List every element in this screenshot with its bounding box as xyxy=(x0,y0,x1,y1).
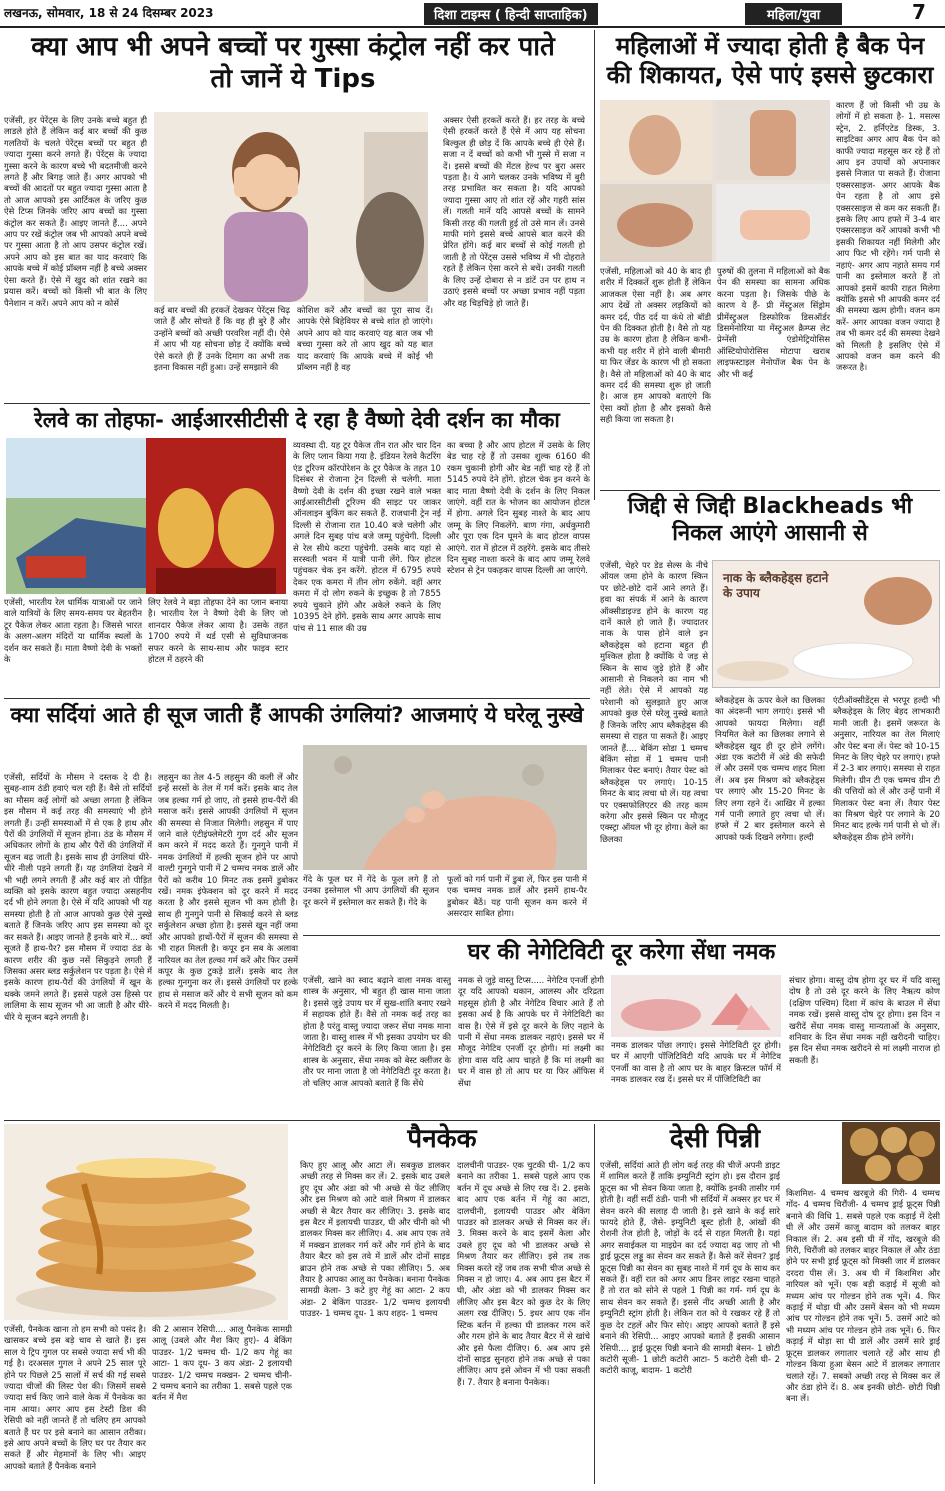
article-blackheads-col2: ब्लैकहेड्स के ऊपर केले का छिलका का अंदरूनी भाग लगाएं। इससे भी आपको फायदा मिलेगा। वहीं नियमित केले का छिलका लगाने से ब्लैकहेड्स खुद ही दूर होने लगेंगे। अंडा एक कटोरी में अंडे की सफेदी लें और उसमें एक चम्मच शहद मिला लें। अब इस मिश्रण को ब्लैकहेड्स पर लगाएं और 15-20 मिनट के लिए लगा रहने दें। आखिर में हल्का गर्म पानी लगाते हुए त्वचा धो लें। हफ्ते में 2 बार इस्तेमाल करने से आपको फर्क दिखने लगेगा। हल्दी xyxy=(715,695,825,842)
article-backpain-title: महिलाओं में ज्यादा होती है बैक पेन की शिकायत, ऐसे पाएं इससे छुटकारा xyxy=(606,32,934,90)
article-fingers-col3: गेंदे के फूल घर में गेंदे के फूल लगे हैं तो उनका इस्तेमाल भी आप उंगलियों की सूजन दूर करने में इस्तेमाल कर सकते हैं। गेंदे के xyxy=(303,874,439,907)
section-name: महिला/युवा xyxy=(745,3,842,25)
rocksalt-photo-illustration xyxy=(611,975,781,1037)
column-divider xyxy=(594,1124,595,1484)
dateline: लखनऊ, सोमवार, 18 से 24 दिसम्बर 2023 xyxy=(4,6,214,20)
backpain-photo-illustration xyxy=(600,100,830,262)
article-pancake-col1: एजेंसी, पैनकेक खाना तो हम सभी को पसंद है। खासकर बच्चे इस बड़े चाव से खाते हैं। इस साल ये ट्रिप गुगल पर सबसे ज्यादा सर्च भी की गई है। दरअसल गुगल ने अपने 25 साल पूरे होने पर पिछले 25 सालों में सर्च की गई सबसे ज्यादा चीजों की लिस्ट पेश की। जिसमें सबसे ज्यादा सर्च किए जाने वाले केक में पैनकेक का नाम आया। अगर आप इस टेस्टी डिश की रेसिपी को नहीं जानते हैं तो चलिए हम आपको बताते हैं घर पर इसे बनाने का आसान तरीका। इसे आप अपने बच्चों के लिए घर पर तैयार कर सकते हैं और मेहमानों के लिए भी। आइए आपको बताते हैं पैनकेक बनाने xyxy=(4,1324,146,1471)
article-irctc-col2: लिए रेलवे ने बड़ा तोहफा देने का प्लान बनाया है। भारतीय रेल ने वैष्णो देवी के लिए जो शानदार पैकेज लेकर आया है। उसके तहत 1700 रुपये में थर्ड एसी से सुविधाजनक सफर करने के साथ-साथ और फाइव स्टार होटल में ठहरने की xyxy=(148,597,288,665)
article-irctc-title: रेलवे का तोहफा- आईआरसीटीसी दे रहा है वैष्णो देवी दर्शन का मौका xyxy=(34,408,560,432)
train-temple-photo xyxy=(6,438,286,594)
article-irctc-col3: व्यवस्था दी. यह टूर पैकेज तीन रात और चार दिन के लिए प्लान किया गया है. इंडियन रेलवे कैटरिंग एंड टूरिज्म कॉरपोरेशन के टूर पैकेज के तहत 10 दिसंबर से रोजाना ट्रेन दिल्ली से चलेगी. माता वैष्णो देवी के दर्शन की इच्छा रखने वाले भक्त आईआरसीटीसी टूरिज्म की साइट पर जाकर ऑनलाइन बुकिंग कर सकते हैं. राजधानी ट्रेन नई दिल्ली से रोजाना रात 10.40 बजे चलेगी और अगले दिन सुबह पांच बजे जम्मू पहुंचेगी. दिल्ली से रेल सीधे कटरा पहुंचेगी. उसके बाद यहां से सरस्वती भवन में यात्री पानी लेंगे. फिर होटल पहुंचकर चेक इन करेंगे. होटल में 6795 रुपये देकर एक कमरा में तीन लोग रुकेंगे. वहीं अगर कमरा में दो लोग रुकने के इच्छुक है तो 7855 रुपये चुकाने होंगे और अकेले रुकने के लिए 10395 देने होंगे. इसके साथ अगर आपके साथ पांच से 11 साल की उम्र xyxy=(293,440,441,633)
article-fingers-col1: एजेंसी, सर्दियों के मौसम ने दस्तक दे दी है। सुबह-शाम ठंडी हवाएं चल रही हैं। वैसे तो सर्दियों का मौसम कई लोगों को अच्छा लगता है लेकिन इस मौसम में कई तरह की समस्याएं भी होने लगती हैं। उन्हीं समस्याओं में से एक है हाथ और पैरों की उंगलियों में सूजन होना। ठंड के मौसम में अधिकतर लोगों के हाथ और पैरों की उंगलियों में सूजन बढ़ जाती है। इसके साथ ही उंगलियां धीरे-धीरे नीली पड़ने लगती हैं। यह उंगलियां देखने में भी भद्दी लगने लगती हैं और कई बार तो पीड़ित व्यक्ति को इसके कारण बहुत ज्यादा असहनीय दर्द भी होने लगता है। ऐसे में यदि आपको भी यह समस्या होती है तो आज आपको कुछ ऐसे नुस्खे बताते हैं जिनके जरिए आप इस समस्या को दूर कर सकते हैं। आइए जानते हैं इनके बारे में... क्यों सूजते हैं हाथ-पैर? इस मौसम में ज्यादा ठंड के कारण शरीर की कुछ नसें सिकुड़ने लगती हैं जिसका असर ब्लड सर्कुलेशन पर पड़ता है। ऐसे में इसके कारण हाथ-पैरों की उंगलियों में खून के थक्के जमने लगते हैं। इससे पहले उस हिस्से पर लालिमा के साथ सूजन भी आ जाती है और धीरे-धीरे ये सूजन बढ़ने लगती है। xyxy=(4,772,152,1022)
article-blackheads-col1: एजेंसी, चेहरे पर डेड सेल्स के नीचे ऑयल जमा होने के कारण स्किन पर छोटे-छोटे दानें आने लगते हैं। हवा का संपर्क में आने के कारण ऑक्सीडाइज्ड होने के कारण यह दानें काले हो जाते हैं। ज्यादातर नाक के पास होने वाले इन ब्लैकहेड्स को हटाना बहुत ही मुश्किल होता है क्योंकि ये जड़ से स्किन के साथ जुड़े होते हैं और आसानी से निकलने का नाम भी नहीं लेते। ऐसे में आपको यह परेशानी को सुलझाते हुए आज आपको कुछ ऐसे घरेलू नुस्खे बताते हैं जिनके जरिए आप ब्लैकहेड्स की समस्या से राहत पा सकते हैं। आइए जानते हैं.... बेकिंग सोडा 1 चम्मच बेकिंग सोडा में 1 चम्मच पानी मिलाकर पेस्ट बनाएं। तैयार पेस्ट को ब्लैकहेड्स पर लगाएं। 10-15 मिनट के बाद त्वचा धो लें। यह त्वचा पर एक्सफोलिएटर की तरह काम करेगा और इससे स्किन पर मौजूद एक्स्ट्रा ऑयल भी दूर होगा। केले का छिलका xyxy=(600,560,708,844)
article-rocksalt-col1: एजेंसी, खाने का स्वाद बढ़ाने वाला नमक वास्तु शास्त्र के अनुसार, भी बहुत ही खास माना जाता है। इससे जुड़े उपाय घर में सुख-शांति बनाए रखने में सहायक होते हैं। वैसे तो नमक कई तरह का होता है परंतु वास्तु ज्यादा जरूर सेंधा नमक माना जाता है। वास्तु शास्त्र में भी इसका उपयोग घर की नेगेटिविटी दूर करने के लिए किया जाता है। इस शास्त्र के अनुसार, सेंधा नमक को बेस्ट क्लींजर के तौर पर माना जाता है जो नेगेटिविटी दूर करता है। तो चलिए आज आपको बताते हैं कि सेंधे xyxy=(303,975,451,1088)
column-divider xyxy=(594,30,595,500)
section-rule xyxy=(600,490,940,491)
pinni-photo-illustration xyxy=(842,1122,940,1184)
article-pinni-col2: किशमिश- 4 चम्मच खरबूजे की गिरी- 4 चम्मच गोंद- 4 चम्मच चिरौंजी- 4 चम्मच ड्राई फ्रूट्स पिन्नी बनाने की विधि 1. सबसे पहले एक कड़ाई में देसी घी लें और उसमें काजू बादाम को तलकर बाहर निकाल लें। 2. अब इसी घी में गोंद, खरबूजे की गिरी, चिरौंजी को तलकर बाहर निकाल लें और ठंडा होने पर सभी ड्राई फ्रूट्स को मिक्सी जार में डालकर दरदरा पीस लें। 3. अब घी में किशमिश और नारियल को भूनें। एक बड़ी कड़ाई में सूजी को मध्यम आंच पर गोल्डन होने तक भूनें। 4. फिर कड़ाई में थोड़ा घी और उसमें बेसन को भी मध्यम आंच पर गोल्डन होने तक भूनें। 5. उसमें आटे को भी मध्यम आंच पर गोल्डन होने तक भूनें। 6. फिर कड़ाई में थोड़ा सा घी डालें और उसमें सारे ड्राई फ्रूट्स डालकर लगातार चलाते रहें और साथ ही गोल्डन किया हुआ बेसन आटे में डालकर लगातार चलाते रहें। 7. सबको अच्छी तरह से मिक्स कर लें और ठंडा होने दें। 8. अब इनकी छोटी- छोटी पिन्नी बना लें। xyxy=(786,1188,940,1404)
article-pancake-title: पैनकेक xyxy=(407,1124,477,1154)
article-kids-anger-col1: एजेंसी, हर पेरेंट्स के लिए उनके बच्चे बहुत ही लाडले होते हैं लेकिन कई बार बच्चों की कुछ गलतियों के चलते पेरेंट्स बच्चों पर बहुत ही ज्यादा गुस्सा करने लगते हैं। पेरेंट्स के ज्यादा गुस्सा करने के कारण बच्चे भी बदतमीजी करने लगते हैं और बिगड़ जाते हैं। अगर आपको भी बच्चों की आदतों पर बहुत ज्यादा गुस्सा आता है तो आज आपको इस आर्टिकल के जरिए कुछ ऐसे टिप्स जिनके जरिए आप बच्चों का गुस्सा कंट्रोल कर सकते हैं। आइए जानते हैं.... अपने आप पर रखें कंट्रोल जब भी आपको अपने बच्चे पर गुस्सा आता है तो आप उसपर कंट्रोल रखें। अपने आप को इस बात का याद करवाएं कि आपके बच्चे में कोई प्रॉब्लम नहीं है बच्चे अक्सर ऐसा करते हैं। ऐसे में खुद को शांत रखने का प्रयास करें। बच्चों को किसी भी बात के लिए पैनेशान न करें। अपने आप को न कोसें xyxy=(4,115,147,308)
article-rocksalt-col3: नमक डालकर पोंछा लगाएं। इससे नेगेटिविटी दूर होगी। घर में आएगी पॉजिटिविटी यदि आपके घर में नेगेटिव एनर्जी का वास है तो आप घर के बाहर क्रिस्टल फॉर्म में नमक डालकर रख दें। इससे घर में पॉजिटिविटी का xyxy=(611,1040,781,1085)
article-rocksalt-title: घर की नेगेटिविटी दूर करेगा सेंधा नमक xyxy=(467,940,776,965)
pancake-photo-illustration xyxy=(4,1124,288,1320)
article-pancake-col4: दालचीनी पाउडर- एक चुटकी घी- 1/2 कप बनाने का तरीका 1. सबसे पहले आप एक बर्तन में दूध अच्छे से लिए रख दें। 2. इसके बाद आप एक बर्तन में गेहूं का आटा, दालचीनी, इलायची पाउडर और बेकिंग पाउडर को डालकर अच्छे से मिक्स कर लें। 3. मिक्स करने के बाद इसमें केला और उबले हुए दूध को भी डालकर अच्छे से मिश्रण तैयार कर लीजिए। इसे तब तक मिक्स करते रहें जब तक सभी चीज अच्छे से मिक्स न हो जाए। 4. अब आप इस बैटर में घी, और अंडा को भी डालकर मिक्स कर लीजिए और इस बैटर को कुछ देर के लिए अलग रख दीजिए। 5. इधर आप एक नॉन स्टिक बर्तन में हल्का घी डालकर गरम करें और गरम होने के बाद तैयार बैटर में से खांचे और इसे फैला दीजिए। 6. अब आप इसे दोनों साइड सुनहरा होने तक अच्छे से पका लीजिए। आप इसे ओवन में भी पका सकती हैं। 7. तैयार है बनाना पैनकेक। xyxy=(457,1160,590,1387)
blackheads-image-label: नाक के ब्लैकहेड्स हटाने के उपाय xyxy=(723,571,829,600)
article-rocksalt-col2: नमक से जुड़े वास्तु टिप्स..... नेगेटिव एनर्जी होगी दूर यदि आपको थकान, आलस्य और दरिद्रता महसूस होती है और नेगेटिव विचार आते हैं तो इसका अर्थ है कि आपके घर में नेगेटिविटी का वास है। ऐसे में इसे दूर करने के लिए नहाने के पानी में सेंधा नमक डालकर नहाएं। इससे घर में मौजूद नेगेटिव एनर्जी दूर होगी। मां लक्ष्मी का होगा वास यदि आप चाहते हैं कि मां लक्ष्मी का घर में वास हो तो आप घर या फिर ऑफिस में सेंधा xyxy=(458,975,604,1088)
article-fingers-title: क्या सर्दियां आते ही सूज जाती हैं आपकी उंगलियां? आजमाएं ये घरेलू नुस्खे xyxy=(10,703,584,727)
child-photo xyxy=(154,112,428,302)
foot-photo-illustration xyxy=(303,745,587,870)
child-photo-illustration xyxy=(154,112,428,302)
blackheads-photo xyxy=(712,560,940,688)
article-blackheads-title: जिद्दी से जिद्दी Blackheads भी निकल आएंगे आसानी से xyxy=(627,494,913,546)
section-rule xyxy=(303,935,940,936)
article-backpain-col1: एजेंसी, महिलाओं को 40 के बाद ही शरीर में दिक्कतें शुरू होती हैं लेकिन आजकल ऐसा नहीं है। अब अगर आप देखें तो अक्सर लड़कियों को कमर दर्द, पीठ दर्द या कंधे तो बॉडी पेन की दिक्कत होती है। वैसे तो यह उम्र के कारण होता है लेकिन कभी-कभी यह शरीर में होने वाली बीमारी या फिर जेंडर के कारण भी हो सकता है। वैसे तो महिलाओं को 40 के बाद कमर दर्द की समस्या शुरू हो जाती है। आज हम आपको बताएंगे कि ऐसा क्यों होता है और इसको कैसे सही किया जा सकता है। xyxy=(600,266,711,425)
article-pancake-col2: की 2 आसान रेसिपी.... आलू पैनकेक सामग्री आलू (उबले और मैश किए हुए)- 4 बेकिंग पाउडर- 1/2 चम्मच घी- 1/2 कप गेहूं का आटा- 1 कप दूध- 3 कप अंडा- 2 इलायची पाउडर- 1/2 चम्मच मक्खन- 2 चम्मच चीनी- 2 चम्मच बनाने का तरीका 1. सबसे पहले एक बर्तन में मैश xyxy=(152,1324,292,1403)
page-number: 7 xyxy=(912,0,926,24)
masthead-bar xyxy=(0,0,945,28)
article-pancake-col3: किए हुए आलू और आटा लें। सबकुछ डालकर अच्छी तरह से मिक्स कर लें। 2. इसके बाद उबले हुए दूध और अंडा को भी अच्छे से फेंट लीजिए और इस मिश्रण को आटे वाले मिश्रण में डालकर अच्छी से बैटर तैयार कर लीजिए। 3. इसके बाद इस बैटर में इलायची पाउडर, घी और चीनी को भी डालकर मिक्स कर लीजिए। 4. अब आप एक तवे में मक्खन डालकर गर्म करें और गर्म होने के बाद तैयार बैटर को इस तवे में डालें और दोनों साइड ब्राउन होने तक अच्छे से पका लीजिए। 5. अब तैयार है आपका आलू का पैनकेक। बनाना पैनकेक सामग्री केला- 3 कटे हुए गेहूं का आटा- 2 कप अंडा- 2 बेकिंग पाउडर- 1/2 चम्मच इलायची पाउडर- 1 चम्मच दूध- 1 कप शहद- 1 चम्मच xyxy=(300,1160,450,1319)
paper-name: दिशा टाइम्स ( हिन्दी साप्ताहिक) xyxy=(424,3,598,25)
article-fingers-col4: फूलों को गर्म पानी में डुबा लें, फिर इस पानी में एक चम्मच नमक डालें और इसमें हाथ-पैर डुबोकर बैठें। यह पानी सूजन कम करने में असरदार साबित होगा। xyxy=(447,874,587,919)
pinni-photo xyxy=(842,1122,940,1184)
section-rule xyxy=(4,698,590,699)
section-rule xyxy=(4,1120,940,1121)
article-kids-anger-title: क्या आप भी अपने बच्चों पर गुस्सा कंट्रोल नहीं कर पाते तो जानें ये Tips xyxy=(31,32,555,94)
train-temple-illustration xyxy=(6,438,286,594)
article-rocksalt-col4: संचार होगा। वास्तु दोष होगा दूर घर में यदि वास्तु दोष है तो उसे दूर करने के लिए नैऋत्य कोण (दक्षिण पश्चिम) दिशा में कांच के बाउल में सेंधा नमक रखें। इससे वास्तु दोष दूर होगा। इस दिन न खरीदें सेंधा नमक वास्तु मान्यताओं के अनुसार, शनिवार के दिन सेंधा नमक नहीं खरीदनी चाहिए। इस दिन सेंधा नमक खरीदने से मां लक्ष्मी नाराज हो सकती हैं। xyxy=(789,975,940,1065)
article-backpain-col3: कारण हैं जो किसी भी उम्र के लोगों में हो सकता है- 1. मसल्स स्ट्रेन, 2. हर्निएटेड डिस्क, 3. साइटिका अगर आप बैक पेन को काफी ज्यादा महसूस कर रहे हैं तो आप इन उपायों को अपनाकर इससे निजात पा सकते हैं। रोजाना एक्सरसाइज- अगर आपके बैक पेन रहता है तो आप इसे एक्सरसाइज से कम कर सकती हैं। इसके लिए आप हफ्ते में 3-4 बार एक्सरसाइज करें आपको कभी भी इसकी शिकायत नहीं मिलेगी और आप फिट भी रहेंगे। गर्म पानी से नहाएं- अगर आप नहाते समय गर्म पानी का इस्तेमाल करते हैं तो आपको इसमें काफी राहत मिलेगा क्योंकि इससे भी आपकी कमर दर्द की समस्या खत्म होगी। वजन कम करें- अगर आपका वजन ज्यादा है तब भी कमर दर्द की समस्या देखने को मिलती है इसलिए ऐसे में आपको वजन कम करने की जरूरत है। xyxy=(836,100,940,373)
backpain-photo xyxy=(600,100,830,262)
article-irctc-col4: का बच्चा है और आप होटल में उसके के लिए बेड चाह रहे हैं तो उसका शुल्क 6160 की रकम चुकानी होगी और बेड नहीं चाह रहे हैं तो 5145 रुपये देने होंगे. होटल चेक इन करने के बाद माता वैष्णो देवी के दर्शन के लिए निकल जाएंगे. वहीं रात के भोजन का आयोजन होटल में होगा. अगले दिन सुबह नाश्ते के बाद आप जम्मू के लिए निकलेंगे. बाण गंगा, अर्धकुमारी और पूरा एक दिन घूमने के बाद होटल वापस आएंगे. रात में होटल में ठहरेंगे. इसके बाद तीसरे दिन सुबह नाश्ता करने के बाद आप जम्मू रेलवे स्टेशन से ट्रेन पकड़कर वापस दिल्ली आ जाएंगे. xyxy=(447,440,590,576)
article-irctc-col1: एजेंसी, भारतीय रेल धार्मिक यात्राओं पर जाने वाले यात्रियों के लिए समय-समय पर बेहतरीन टूर पैकेज लेकर आता रहता है। जिससे भारत के अलग-अलग मंदिरों या धार्मिक स्थलों के दर्शन कर सकते हैं। माता वैष्णो देवी के भक्तों के xyxy=(4,597,142,665)
article-blackheads-col3: एंटीऑक्सीडेंट्स से भरपूर हल्दी भी ब्लैकहेड्स के लिए बेहद लाभकारी मानी जाती है। इसमें जरूरत के अनुसार, नारियल का तेल मिलाएं और पेस्ट बना लें। पेस्ट को 10-15 मिनट के लिए चेहरे पर लगाएं। हफ्ते में 2-3 बार लगाएं। समस्या से राहत मिलेगी। ग्रीन टी एक चम्मच ग्रीन टी की पत्तियों को लें और उन्हें पानी में मिलाकर पेस्ट बना लें। तैयार पेस्ट का मिश्रण चेहरे पर लगाने के 20 मिनट बाद हल्के गर्म पानी से धो लें। ब्लैकहेड्स ठीक होने लगेंगे। xyxy=(833,695,940,842)
rocksalt-photo xyxy=(611,975,781,1037)
article-backpain-col2: पुरुषों की तुलना में महिलाओं को बैक पेन की समस्या का सामना अधिक करना पड़ता है। जिसके पीछे के कारण ये हैं- प्री मेंस्ट्रुअल सिंड्रोम प्रीमेंस्ट्रुअल डिस्फोरिक डिसऑर्डर डिसमेनोरिया या मेंस्ट्रुअल क्रैम्प्स लेट प्रेग्नेंसी एंडोमेट्रियोसिस ऑस्टियोपोरोसिस मोटापा खराब लाइफस्टाइल मेनोपॉज बैक पेन के और भी कई xyxy=(717,266,830,379)
article-kids-anger-col3: कोशिश करें और बच्चों का पूरा साथ दें। आपके ऐसे बिहेवियर से बच्चे शांत हो जाएंगे। अपने आप को याद करवाएं यह बात जब भी बच्चा गुस्सा करे तो आप खुद को यह बात याद करवाएं कि आपके बच्चे में कोई भी प्रॉब्लम नहीं है वह xyxy=(297,305,433,373)
section-rule xyxy=(4,403,590,404)
article-fingers-col2: लहसुन का तेल 4-5 लहसुन की कली लें और इन्हें सरसों के तेल में गर्म करें। इसके बाद तेल जब हल्का गर्म हो जाए, तो इससे हाथ-पैरों की मसाज करें। इससे आपकी उंगलियों में सूजन की समस्या से निजात मिलेगी। लहसुन में पाए जाने वाले एंटीइंफ्लेमेटरी गुण दर्द और सूजन कम करने में मदद करते हैं। गुनगुने पानी में नमक उंगलियों में हल्की सूजन होने पर आपो वाल्टी गुनगुने पानी में 2 चम्मच नमक डालें और पैरों को करीब 10 मिनट तक इसमें डुबोकर रखें। नमक इंफेक्शन को दूर करने में मदद करता है और इससे सूजन भी कम होती है। साथ ही गुनगुने पानी से सिकाई करने से ब्लड सर्कुलेशन अच्छा होता है। इससे खून नहीं जमा और आपको हाथों-पैरों में सूजन की समस्या से भी राहत मिलती है। कपूर इन सब के अलावा नारियल का तेल हल्का गर्म करें और फिर उसमें कपूर के कुछ टुकड़े डालें। इसके बाद तेल हल्का गुनगुना कर लें। इससे उंगलियों पर हल्के हाथ से मसाज करें और ये सभी सूजन को कम करने में मदद मिलती है। xyxy=(158,772,298,1011)
article-kids-anger-col4: अक्सर ऐसी हरकतें करते हैं। हर तरह के बच्चे ऐसी हरकतें करते हैं ऐसे में आप यह सोचना बिल्कुल ही छोड़ दें कि आपके बच्चे ही ऐसे हैं। सजा न दें बच्चों को कभी भी गुस्से में सजा न दें। इससे बच्चों की मेंटल हेल्थ पर बुरा असर पड़ता है। ये आगे चलकर उनके भविष्य में बुरी तरह प्रभावित कर सकता है। यदि आपको ज्यादा गुस्सा आए तो शांत रहें और गहरी सांस लें। गलती मानें यदि आपसे बच्चों के सामने किसी तरह की गलती हुई तो उसे मान लें। उनसे माफी मांगे इससे बच्चे आपसे बात करने की प्रेरित होंगे। कई बार बच्चों से कोई गलती हो जाती है तो पेरेंट्स उससे भविष्य में भी दोहराते रहते हैं लेकिन ऐसा करने से बचें। उनकी गलती के लिए उन्हें दोबारा से न डांटें उन पर हाथ न उठाएं इससे बच्चों पर अच्छा प्रभाव नहीं पड़ता और वह चिड़चिड़े हो जाते हैं। xyxy=(443,115,585,308)
article-pinni-col1: एजेंसी, सर्दियां आते ही लोग कई तरह की चीजें अपनी डाइट में शामिल करते हैं ताकि इम्युनिटी स्ट्रांग हो। इस दौरान ड्राई फ्रूट्स का भी सेवन किया जाता है, क्योंकि इनकी तासीर गर्म होती है। वहीं सर्दी ठंडी- पानी भी सर्दियों में अक्सर हर घर में सेवन करने की सलाह दी जाती है। इसे खाने के कई सारे फायदे होते हैं, जैसे- इम्युनिटी बूस्ट होती है, आंखों की रोशनी तेज होती है, जोड़ों के दर्द से राहत मिलती है। यहां अगर सवाईकल या माइग्रेन का दर्द ज्यादा बढ़ जाए तो भी ड्राई फ्रूट्स लड्डू का सेवन कर सकते हैं। कैसे करें सेवन? ड्राई फ्रूट्स पिन्नी का सेवन का सुबह नाश्ते में गर्म दूध के साथ कर सकते हैं। वहीं रात को अगर आप डिनर लाइट रखना चाहते हैं तो रात को सोने से पहले 1 पिन्नी का गर्म- गर्म दूध के साथ सेवन कर सकते हैं। इससे नींद अच्छी आती है और इम्युनिटी स्ट्रांग होती है। लेकिन रात को ये रखकर रहे हैं तो कुछ देर टहलें और फिर सोएं। आइए आपको बताते हैं इसे बनाने की रेसिपी... आइए आपको बताते हैं इसकी आसान रेसिपी.... ड्राई फ्रूट्स पिन्नी बनाने की सामग्री बेसन- 1 छोटी कटोरी सूजी- 1 छोटी कटोरी आटा- 5 कटोरी देसी घी- 2 कटोरी काजू, बादाम- 1 कटोरी xyxy=(600,1160,780,1376)
pancake-photo xyxy=(4,1124,288,1320)
article-pinni-title: देसी पिन्नी xyxy=(669,1124,761,1154)
article-kids-anger-col2: कई बार बच्चों की हरकतें देखकर पेरेंट्स चिढ़ जाते हैं और सोचते हैं कि वह ही बुरे हैं और उन्होंने बच्चों को अच्छी परवरिश नहीं दी। ऐसे में आप भी यह सोचना छोड़ दें क्योंकि बच्चे ऐसे करते ही हैं उनके दिमाग का अभी तक इतना विकास नहीं हुआ। उन्हें समझाने की xyxy=(154,305,290,373)
foot-photo xyxy=(303,745,587,870)
